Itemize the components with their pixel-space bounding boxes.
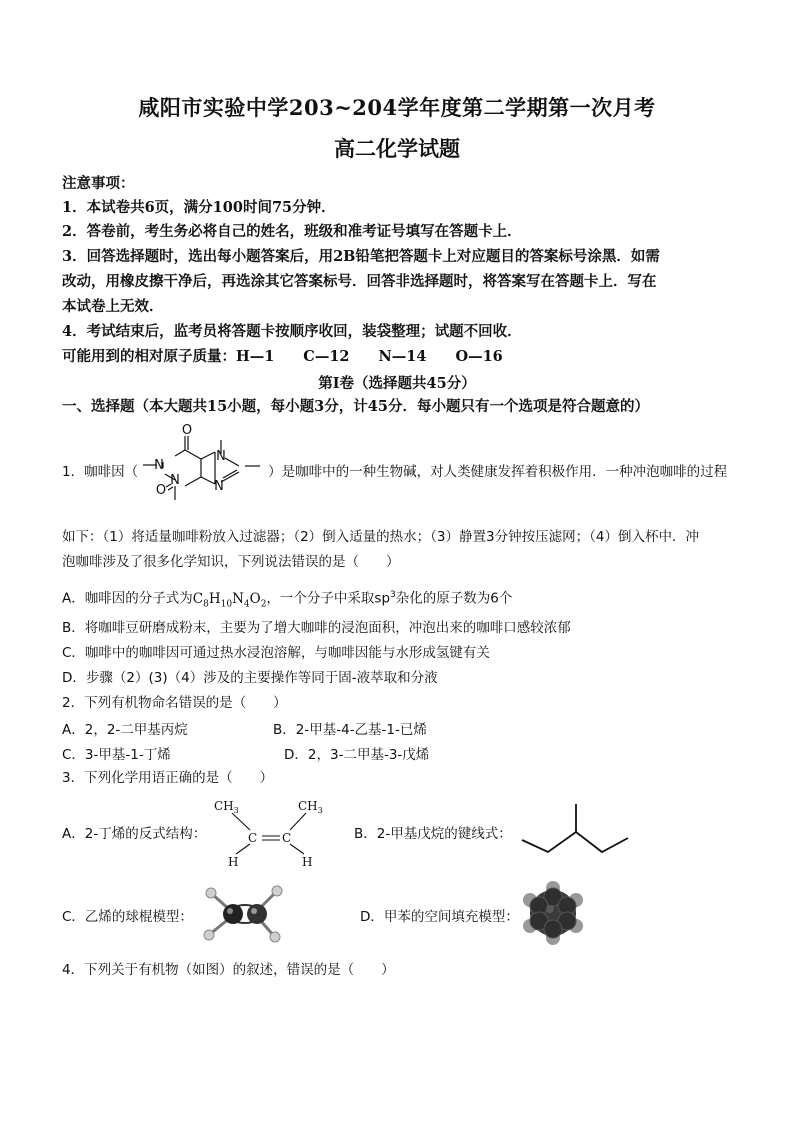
q1-lead: 1．咖啡因（ bbox=[62, 464, 139, 480]
formula-n: N bbox=[232, 590, 244, 607]
exam-title: 咸阳市实验中学203~204学年度第二学期第一次月考 bbox=[138, 95, 656, 120]
label-ch3: $CH_3$ bbox=[214, 799, 239, 815]
caffeine-atom: N bbox=[170, 473, 180, 488]
q3-option-c: C．乙烯的球棍模型： bbox=[62, 909, 193, 925]
note-item: 3．回答选择题时，选出每小题答案后，用2B铅笔把答题卡上对应题目的答案标号涂黑．如需 bbox=[62, 248, 660, 265]
formula-o: O bbox=[249, 590, 261, 607]
q1-option-b: B．将咖啡豆研磨成粉末，主要为了增大咖啡的浸泡面积，冲泡出来的咖啡口感较浓郁 bbox=[62, 620, 571, 636]
q2-option-b: B．2-甲基-4-乙基-1-已烯 bbox=[273, 722, 427, 738]
formula-n-sub: 4 bbox=[243, 599, 250, 610]
q2-option-c: C．3-甲基-1-丁烯 bbox=[62, 747, 171, 763]
notes-heading: 注意事项： bbox=[62, 175, 135, 192]
q2-option-d: D．2，3-二甲基-3-戊烯 bbox=[284, 747, 430, 763]
q4-stem: 4．下列关于有机物（如图）的叙述，错误的是（ ） bbox=[62, 962, 395, 978]
note-item: 2．答卷前，考生务必将自己的姓名，班级和准考证号填写在答题卡上． bbox=[62, 223, 522, 240]
opt-a-mid: ，一个分子中采取 bbox=[266, 590, 375, 607]
q1-line2: 如下：（1）将适量咖啡粉放入过滤器；（2）倒入适量的热水；（3）静置3分钟按压滤网；（4）倒入杯中．冲 bbox=[62, 529, 699, 545]
formula-h: H bbox=[208, 590, 221, 607]
section-heading: 一、选择题（本大题共15小题，每小题3分，计45分．每小题只有一个选项是符合题意的） bbox=[62, 398, 649, 415]
q1-option-d: D．步骤（2）(3)（4）涉及的主要操作等同于固-液萃取和分液 bbox=[62, 670, 438, 686]
formula-c: C bbox=[192, 590, 204, 607]
q3-option-d: D．甲苯的空间填充模型： bbox=[360, 909, 519, 925]
q2-stem: 2．下列有机物命名错误的是（ ） bbox=[62, 695, 287, 711]
exam-subtitle: 高二化学试题 bbox=[334, 136, 460, 161]
q1-line3: 泡咖啡涉及了很多化学知识，下列说法错误的是（ ） bbox=[62, 554, 400, 570]
molecular-formula bbox=[192, 590, 267, 610]
q3-option-b: B．2-甲基戊烷的键线式： bbox=[354, 826, 512, 842]
formula-c-sub: 8 bbox=[203, 599, 209, 610]
note-item: 改动，用橡皮擦干净后，再选涂其它答案标号．回答非选择题时，将答案写在答题卡上．写在 bbox=[62, 273, 657, 290]
note-item: 4．考试结束后，监考员将答题卡按顺序收回，装袋整理；试题不回收． bbox=[62, 323, 522, 340]
ethylene-ball-stick-model bbox=[200, 884, 290, 944]
caffeine-atom: N bbox=[216, 449, 226, 464]
opt-a-text: A．咖啡因的分子式为 bbox=[62, 590, 193, 607]
note-item: 1．本试卷共6页，满分100时间75分钟． bbox=[62, 199, 336, 216]
sp-hybrid: sp bbox=[374, 590, 391, 607]
q1-text: ）是咖啡中的一种生物碱，对人类健康发挥着积极作用．一种冲泡咖啡的过程 bbox=[268, 464, 728, 480]
trans-2-butene-structure bbox=[210, 796, 330, 870]
caffeine-atom: O bbox=[155, 483, 167, 498]
q2-option-a: A．2，2-二甲基丙烷 bbox=[62, 722, 188, 738]
formula-h-sub: 10 bbox=[220, 599, 233, 610]
formula-o-sub: 2 bbox=[260, 599, 267, 610]
toluene-space-filling-model bbox=[522, 880, 584, 946]
atomic-masses: 可能用到的相对原子质量：H—1 C—12 N—14 O—16 bbox=[62, 348, 503, 365]
part-title: 第Ⅰ卷（选择题共45分） bbox=[318, 375, 476, 392]
label-c: C bbox=[248, 831, 258, 845]
q3-stem: 3．下列化学用语正确的是（ ） bbox=[62, 770, 274, 786]
label-h: H bbox=[302, 855, 313, 869]
q3-option-a: A．2-丁烯的反式结构： bbox=[62, 826, 207, 842]
sp-sup: 3 bbox=[390, 590, 396, 600]
caffeine-atom: O bbox=[181, 423, 193, 438]
opt-a-post: 杂化的原子数为6个 bbox=[395, 590, 513, 607]
caffeine-atom: N bbox=[154, 458, 164, 473]
caffeine-structure bbox=[135, 422, 275, 524]
2-methylpentane-skeletal bbox=[518, 800, 632, 856]
label-ch3: $CH_3$ bbox=[298, 799, 323, 815]
q1-option-a bbox=[62, 585, 750, 614]
label-c: C bbox=[282, 831, 292, 845]
label-h: H bbox=[228, 855, 239, 869]
note-item: 本试卷上无效． bbox=[62, 298, 164, 315]
caffeine-atom: N bbox=[214, 479, 224, 494]
q1-option-c: C．咖啡中的咖啡因可通过热水浸泡溶解，与咖啡因能与水形成氢键有关 bbox=[62, 645, 490, 661]
